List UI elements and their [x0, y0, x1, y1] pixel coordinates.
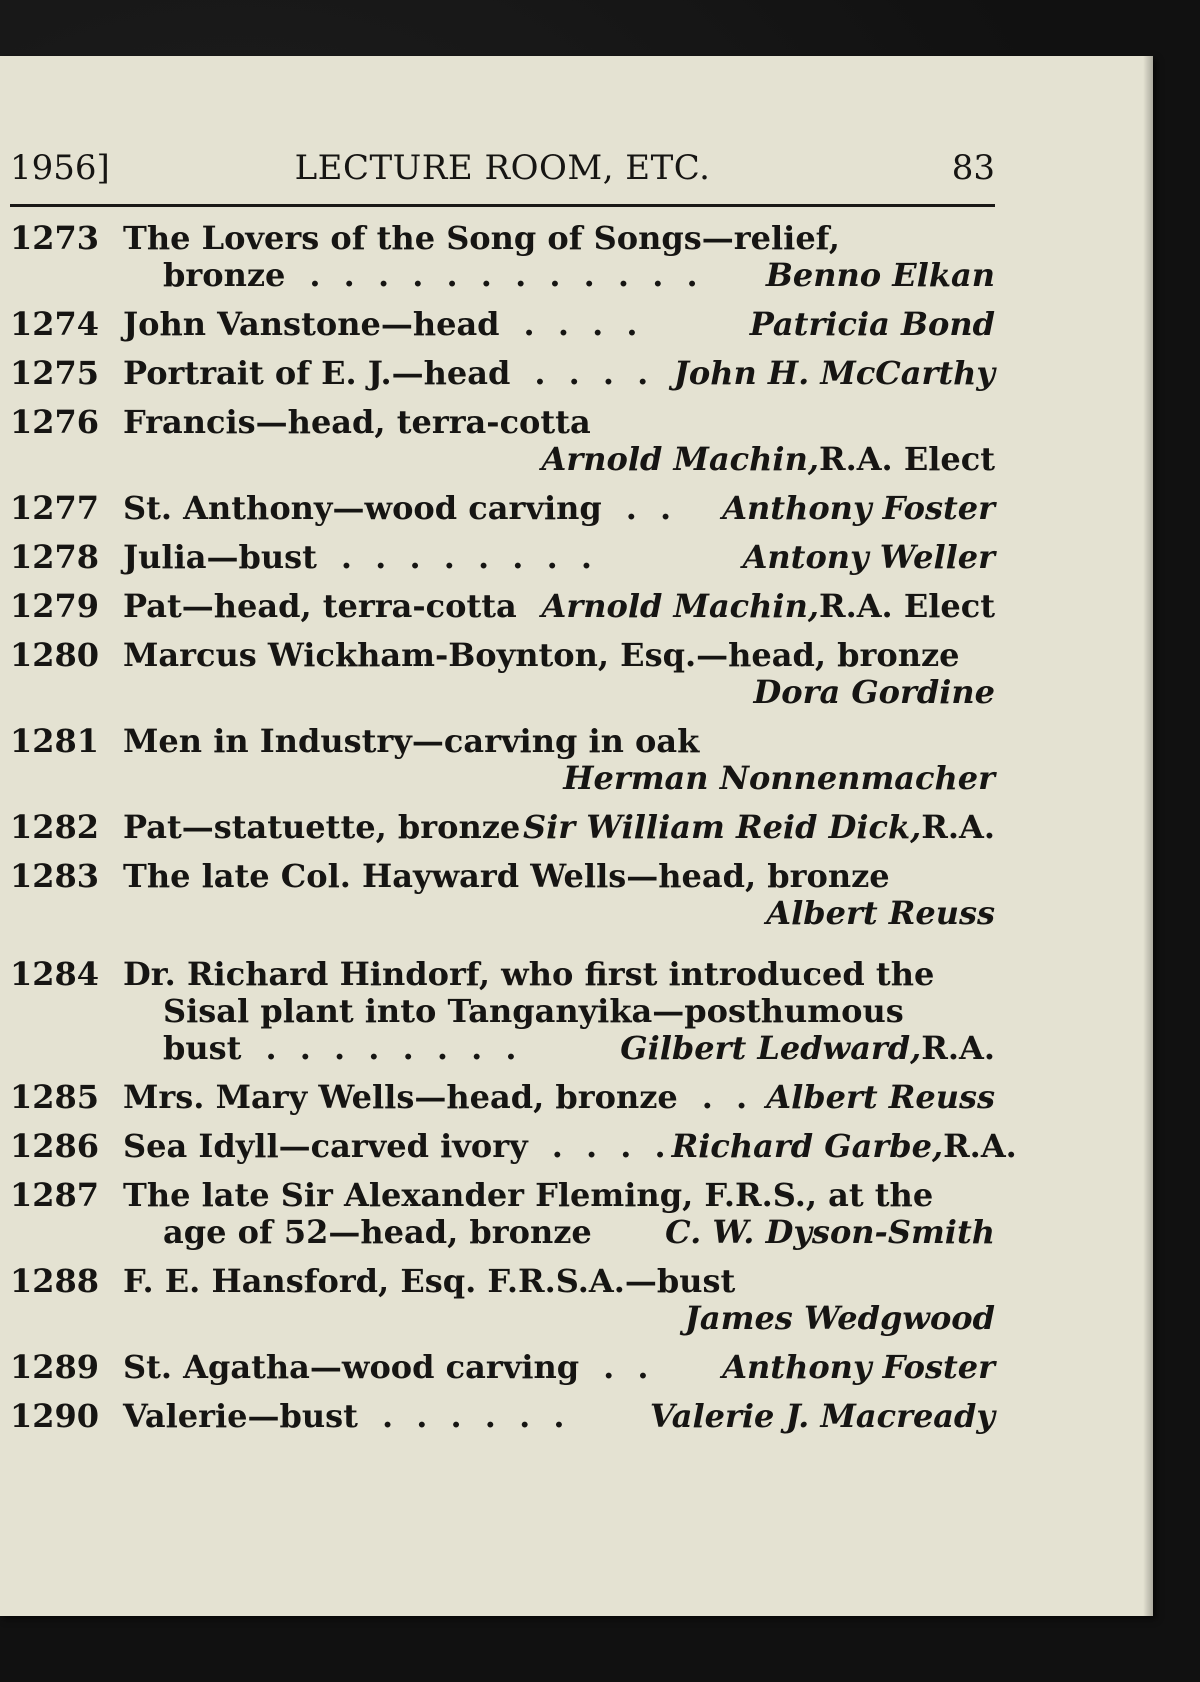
- catalogue-entry: [10, 858, 995, 932]
- entry-line: [123, 1349, 995, 1386]
- entry-title: Valerie—bust: [123, 1397, 358, 1435]
- entry-line: [123, 993, 995, 1030]
- entry-artist: Herman Nonnenmacher: [563, 759, 995, 797]
- leader-dots: . .: [701, 1078, 754, 1116]
- entry-line: [123, 809, 995, 846]
- entry-artist: Arnold Machin,: [541, 587, 819, 625]
- entry-body: [123, 355, 995, 392]
- entry-artist: C. W. Dyson-Smith: [665, 1213, 995, 1251]
- entry-line: [123, 1030, 995, 1067]
- entry-line: [123, 858, 995, 895]
- header-title: LECTURE ROOM, ETC.: [294, 148, 711, 188]
- header-rule: [10, 204, 995, 207]
- entry-title: Dr. Richard Hindorf, who first introduced the: [123, 955, 935, 993]
- entry-number: 1277: [10, 489, 100, 527]
- artist-line: [123, 895, 995, 932]
- entry-line: [123, 539, 995, 576]
- entry-body: [123, 1177, 995, 1251]
- leader-dots: . . . .: [551, 1127, 672, 1165]
- entry-number: 1274: [10, 305, 100, 343]
- entry-body: [123, 956, 995, 1067]
- entry-title: Francis—head, terra-cotta: [123, 403, 591, 441]
- entry-line: [123, 1398, 995, 1435]
- entry-line: [123, 306, 995, 343]
- entry-artist: Sir William Reid Dick,: [522, 808, 922, 846]
- catalogue-list: [10, 219, 1017, 1447]
- entry-number: 1289: [10, 1348, 100, 1386]
- entry-title: Portrait of E. J.—head: [123, 354, 511, 392]
- entry-body: [123, 539, 995, 576]
- catalogue-entry: [10, 1349, 995, 1386]
- entry-artist: Arnold Machin,: [541, 440, 819, 478]
- leader-dots: . . . . . . . .: [340, 538, 598, 576]
- catalogue-entry: [10, 355, 995, 392]
- entry-body: [123, 490, 995, 527]
- entry-line: [123, 490, 995, 527]
- entry-number: 1286: [10, 1127, 100, 1165]
- catalogue-entry: [10, 1398, 995, 1435]
- entry-body: [123, 1127, 1017, 1165]
- entry-body: [123, 220, 995, 294]
- entry-artist: John H. McCarthy: [673, 354, 995, 392]
- entry-line: [123, 1127, 1017, 1165]
- entry-line: [123, 355, 995, 392]
- catalogue-entry: [10, 1079, 995, 1116]
- entry-number: 1279: [10, 587, 100, 625]
- entry-title: The late Sir Alexander Fleming, F.R.S., at the: [123, 1176, 934, 1214]
- entry-title: Sea Idyll—carved ivory: [123, 1127, 528, 1165]
- header-year: 1956]: [10, 148, 110, 188]
- catalogue-entry: [10, 956, 995, 1067]
- entry-number: 1278: [10, 538, 100, 576]
- artist-line: [123, 1300, 995, 1337]
- entry-title: John Vanstone—head: [123, 305, 500, 343]
- entry-body: [123, 404, 995, 478]
- entry-line: [123, 637, 995, 674]
- entry-number: 1283: [10, 857, 100, 895]
- entry-title: age of 52—head, bronze: [163, 1213, 592, 1251]
- entry-artist: Albert Reuss: [766, 1078, 995, 1116]
- entry-artist: Richard Garbe,: [671, 1127, 944, 1165]
- artist-line: [123, 674, 995, 711]
- catalogue-entry: [10, 1177, 995, 1251]
- entry-title: The late Col. Hayward Wells—head, bronze: [123, 857, 890, 895]
- artist-suffix: R.A.: [943, 1127, 1017, 1165]
- entry-title: St. Agatha—wood carving: [123, 1348, 580, 1386]
- entry-number: 1275: [10, 354, 100, 392]
- entry-number: 1290: [10, 1397, 100, 1435]
- entry-artist: Patricia Bond: [749, 305, 995, 343]
- entry-line: [123, 588, 995, 625]
- catalogue-entry: [10, 539, 995, 576]
- catalogue-entry: [10, 404, 995, 478]
- entry-title: The Lovers of the Song of Songs—relief,: [123, 219, 840, 257]
- catalogue-entry: [10, 637, 995, 711]
- entry-body: [123, 1079, 995, 1116]
- entry-body: [123, 1263, 995, 1337]
- entry-artist: Dora Gordine: [753, 673, 995, 711]
- artist-line: [123, 760, 995, 797]
- entry-line: [123, 956, 995, 993]
- entry-title: Mrs. Mary Wells—head, bronze: [123, 1078, 678, 1116]
- leader-dots: . . . . . . . .: [265, 1029, 523, 1067]
- entry-artist: James Wedgwood: [684, 1299, 995, 1337]
- entry-line: [123, 1177, 995, 1214]
- entry-title: Pat—statuette, bronze: [123, 808, 521, 846]
- entry-line: [123, 404, 995, 441]
- catalogue-entry: [10, 1127, 1017, 1165]
- leader-dots: . . . .: [534, 354, 655, 392]
- entry-artist: Anthony Foster: [722, 1348, 995, 1386]
- catalogue-entry: [10, 220, 995, 294]
- artist-suffix: R.A. Elect: [818, 440, 995, 478]
- entry-artist: Anthony Foster: [722, 489, 995, 527]
- entry-title: Marcus Wickham-Boynton, Esq.—head, bronze: [123, 636, 960, 674]
- entry-title: Pat—head, terra-cotta: [123, 587, 517, 625]
- entry-number: 1288: [10, 1262, 100, 1300]
- entry-body: [123, 858, 995, 932]
- entry-line: [123, 723, 995, 760]
- catalogue-entry: [10, 723, 995, 797]
- page-number: 83: [951, 148, 995, 188]
- artist-suffix: R.A.: [921, 808, 995, 846]
- entry-number: 1273: [10, 219, 100, 257]
- entry-number: 1284: [10, 955, 100, 993]
- leader-dots: . . . .: [523, 305, 644, 343]
- entry-number: 1281: [10, 722, 100, 760]
- entry-body: [123, 723, 995, 797]
- entry-body: [123, 306, 995, 343]
- entry-body: [123, 1398, 995, 1435]
- leader-dots: . . . . . . . . . . . .: [309, 256, 704, 294]
- entry-title: Men in Industry—carving in oak: [123, 722, 700, 760]
- entry-number: 1280: [10, 636, 100, 674]
- entry-title: bronze: [163, 256, 286, 294]
- book-page: [0, 56, 1153, 1616]
- entry-line: [123, 1214, 995, 1251]
- catalogue-entry: [10, 490, 995, 527]
- entry-artist: Antony Weller: [742, 538, 995, 576]
- entry-number: 1282: [10, 808, 100, 846]
- running-header: [10, 146, 995, 190]
- entry-artist: Albert Reuss: [766, 894, 995, 932]
- leader-dots: . .: [603, 1348, 655, 1386]
- entry-line: [123, 1263, 995, 1300]
- entry-title: St. Anthony—wood carving: [123, 489, 602, 527]
- entry-title: F. E. Hansford, Esq. F.R.S.A.—bust: [123, 1262, 736, 1300]
- entry-body: [123, 588, 995, 625]
- entry-body: [123, 1349, 995, 1386]
- artist-line: [123, 441, 995, 478]
- entry-number: 1287: [10, 1176, 100, 1214]
- entry-title: Sisal plant into Tanganyika—posthumous: [163, 992, 904, 1030]
- artist-suffix: R.A.: [921, 1029, 995, 1067]
- catalogue-entry: [10, 809, 995, 846]
- entry-artist: Benno Elkan: [765, 256, 995, 294]
- entry-line: [123, 1079, 995, 1116]
- leader-dots: . .: [625, 489, 678, 527]
- entry-artist: Valerie J. Macready: [649, 1397, 995, 1435]
- catalogue-entry: [10, 588, 995, 625]
- entry-line: [123, 257, 995, 294]
- entry-body: [123, 637, 995, 711]
- entry-artist: Gilbert Ledward,: [620, 1029, 922, 1067]
- entry-line: [123, 220, 995, 257]
- entry-body: [123, 809, 995, 846]
- entry-title: Julia—bust: [123, 538, 317, 576]
- entry-title: bust: [163, 1029, 242, 1067]
- artist-suffix: R.A. Elect: [818, 587, 995, 625]
- leader-dots: . . . . . .: [381, 1397, 571, 1435]
- entry-number: 1276: [10, 403, 100, 441]
- catalogue-entry: [10, 306, 995, 343]
- catalogue-entry: [10, 1263, 995, 1337]
- entry-number: 1285: [10, 1078, 100, 1116]
